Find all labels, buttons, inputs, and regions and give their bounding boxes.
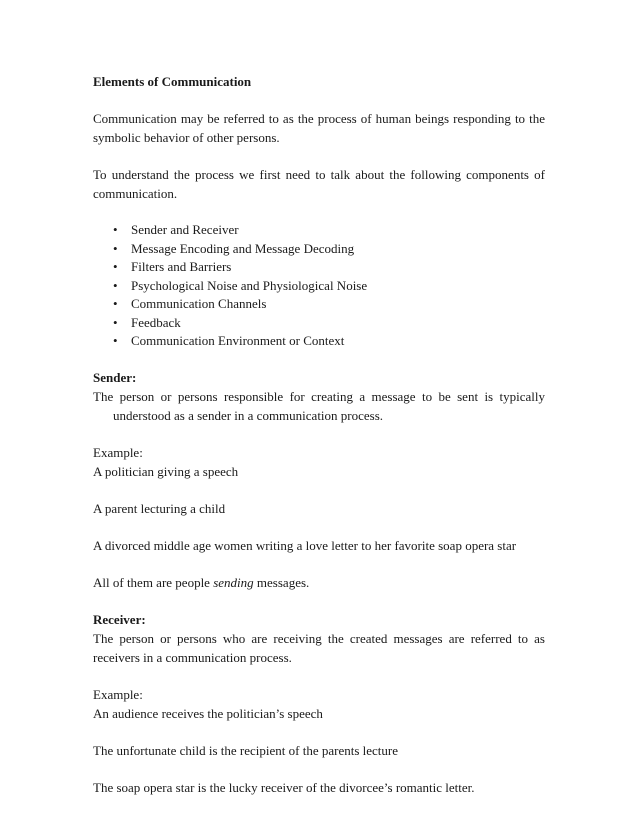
sender-summary: All of them are people sending messages.: [93, 574, 310, 590]
list-item: • Filters and Barriers: [93, 258, 545, 277]
receiver-example-1: An audience receives the politician’s speech: [93, 705, 323, 721]
components-intro-paragraph: To understand the process we first need to talk about the following components of communication.: [93, 167, 545, 201]
list-item: • Sender and Receiver: [93, 221, 545, 240]
sender-definition: The person or persons responsible for creating a message to be sent is typically understood as a sender in a communication process.: [93, 388, 545, 423]
receiver-example-2: The unfortunate child is the recipient of the parents lecture: [93, 742, 399, 758]
sender-example-3: A divorced middle age women writing a love letter to her favorite soap opera star: [93, 537, 517, 553]
receiver-heading: Receiver:: [93, 611, 146, 627]
components-list: [93, 221, 545, 351]
emphasis-text: sending: [213, 574, 254, 590]
bullet-icon: •: [113, 296, 118, 311]
list-item: • Message Encoding and Message Decoding: [93, 240, 545, 259]
bullet-icon: •: [113, 277, 118, 293]
bullet-icon: •: [113, 259, 118, 274]
bullet-icon: •: [113, 240, 118, 256]
receiver-example-3: The soap opera star is the lucky receiver of the divorcee’s romantic letter.: [93, 779, 475, 795]
receiver-example-label: Example:: [93, 686, 143, 702]
document-title: Elements of Communication: [93, 74, 252, 89]
list-item: • Communication Environment or Context: [93, 332, 545, 351]
intro-paragraph: Communication may be referred to as the process of human beings responding to the symbolic behavior of other persons.: [93, 111, 545, 145]
list-item: • Communication Channels: [93, 295, 545, 314]
bullet-icon: •: [113, 222, 118, 237]
sender-example-label: Example:: [93, 444, 143, 460]
bullet-icon: •: [113, 333, 118, 348]
receiver-definition: The person or persons who are receiving the created messages are referred to as receivers in a communication process.: [93, 630, 545, 665]
list-item: • Psychological Noise and Physiological Noise: [93, 277, 545, 296]
sender-heading: Sender:: [93, 369, 137, 385]
document-page: [93, 72, 545, 797]
bullet-icon: •: [113, 314, 118, 330]
sender-example-2: A parent lecturing a child: [93, 500, 226, 516]
list-item: • Feedback: [93, 314, 545, 333]
sender-example-1: A politician giving a speech: [93, 463, 239, 479]
